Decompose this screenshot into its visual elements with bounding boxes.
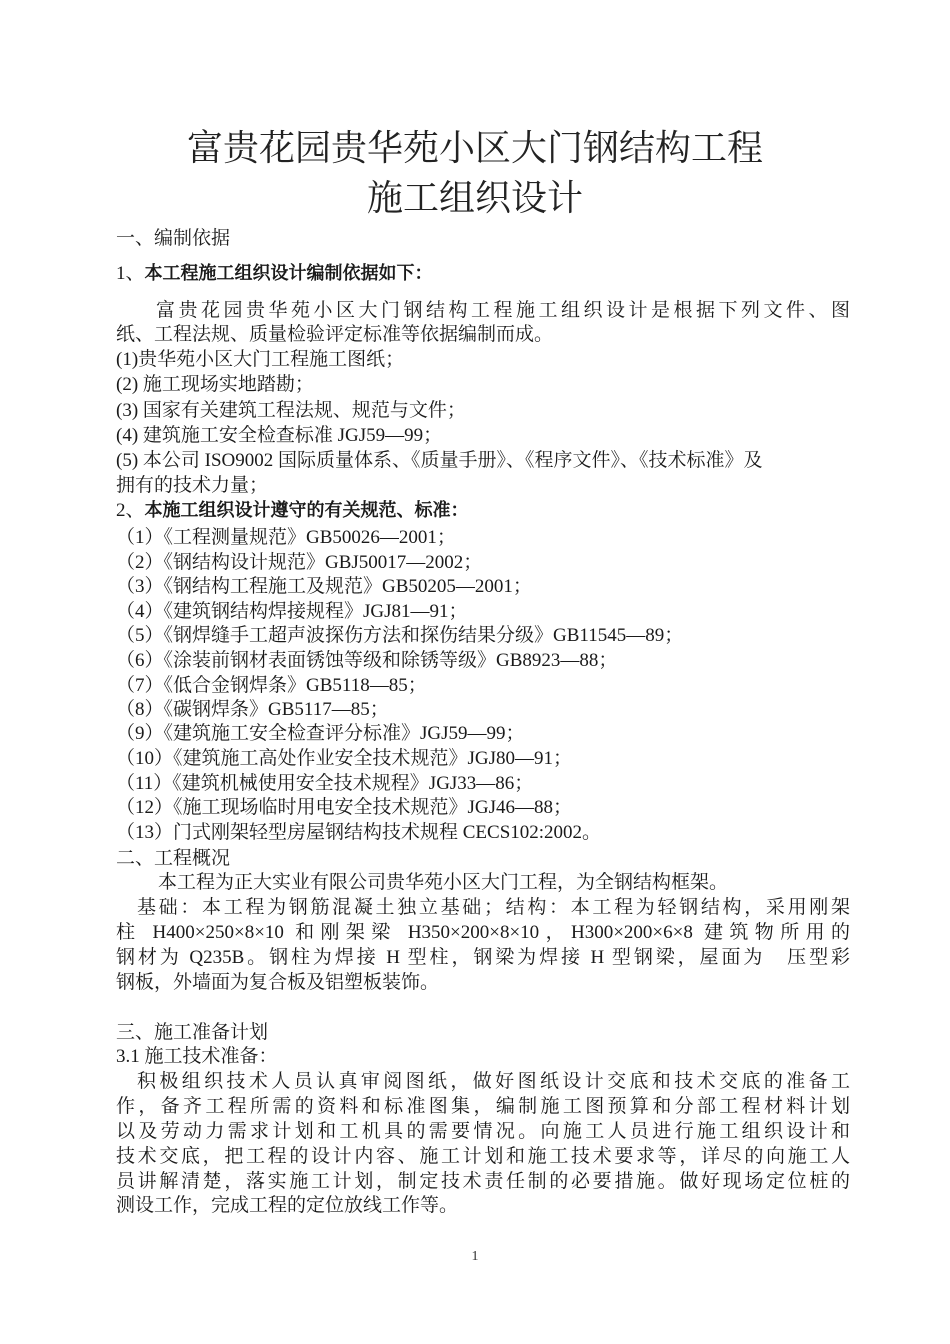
paragraph-line: 富贵花园贵华苑小区大门钢结构工程施工组织设计是根据下列文件、图	[156, 300, 850, 321]
subsection-title: 本施工组织设计遵守的有关规范、标准：	[144, 500, 469, 521]
paragraph-line: 员讲解清楚，落实施工计划，制定技术责任制的必要措施。做好现场定位桩的	[116, 1171, 850, 1192]
paragraph-line: 测设工作，完成工程的定位放线工作等。	[116, 1195, 459, 1216]
document-title-line2: 施工组织设计	[366, 178, 583, 219]
paragraph-line: 本工程为正大实业有限公司贵华苑小区大门工程，为全钢结构框架。	[158, 872, 729, 893]
paragraph-line: 积极组织技术人员认真审阅图纸，做好图纸设计交底和技术交底的准备工	[137, 1071, 850, 1092]
subsection-heading-basis	[116, 262, 856, 286]
standard-item: （5）《钢焊缝手工超声波探伤方法和探伤结果分级》GB11545—89；	[116, 625, 684, 646]
section-heading-overview: 二、工程概况	[116, 847, 231, 869]
paragraph-line: 钢板，外墙面为复合板及铝塑板装饰。	[116, 972, 440, 993]
paragraph-line: 钢材为 Q235B。钢柱为焊接 H 型柱，钢梁为焊接 H 型钢梁，屋面为 压型彩	[116, 947, 850, 968]
basis-item: (1)贵华苑小区大门工程施工图纸；	[116, 349, 405, 370]
document-title-line1: 富贵花园贵华苑小区大门钢结构工程	[186, 128, 763, 169]
paragraph-line: 基础：本工程为钢筋混凝土独立基础；结构：本工程为轻钢结构，采用刚架	[137, 897, 850, 918]
section-heading-basis: 一、编制依据	[116, 227, 231, 249]
standard-item: （8）《碳钢焊条》GB5117—85；	[116, 699, 389, 720]
paragraph-line: 技术交底，把工程的设计内容、施工计划和施工技术要求等，详尽的向施工人	[116, 1146, 850, 1167]
standard-item: （2）《钢结构设计规范》GBJ50017—2002；	[116, 552, 483, 573]
standard-item: （10）《建筑施工高处作业安全技术规范》JGJ80—91；	[116, 748, 573, 769]
subsection-heading-technical: 3.1 施工技术准备：	[116, 1046, 278, 1067]
subsection-number: 1、	[116, 263, 145, 284]
page-number: 1	[471, 1249, 479, 1264]
paragraph-line: 纸、工程法规、质量检验评定标准等依据编制而成。	[116, 324, 554, 345]
subsection-title: 本工程施工组织设计编制依据如下：	[144, 263, 433, 284]
basis-item: (3) 国家有关建筑工程法规、规范与文件；	[116, 400, 466, 421]
subsection-number: 2、	[116, 500, 145, 521]
basis-item: (2) 施工现场实地踏勘；	[116, 374, 314, 395]
standard-item: （13）门式刚架轻型房屋钢结构技术规程 CECS102:2002。	[116, 822, 602, 843]
standard-item: （11）《建筑机械使用安全技术规程》JGJ33—86；	[116, 773, 534, 794]
standard-item: （7）《低合金钢焊条》GB5118—85；	[116, 675, 427, 696]
standard-item: （12）《施工现场临时用电安全技术规范》JGJ46—88；	[116, 797, 573, 818]
standard-item: （9）《建筑施工安全检查评分标准》JGJ59—99；	[116, 723, 525, 744]
standard-item: （3）《钢结构工程施工及规范》GB50205—2001；	[116, 576, 532, 597]
standard-item: （6）《涂装前钢材表面锈蚀等级和除锈等级》GB8923—88；	[116, 650, 618, 671]
standard-item: （1）《工程测量规范》GB50026—2001；	[116, 527, 456, 548]
subsection-heading-standards	[116, 499, 856, 523]
basis-item: 拥有的技术力量；	[116, 475, 269, 496]
paragraph-line: 作，备齐工程所需的资料和标准图集，编制施工图预算和分部工程材料计划	[116, 1096, 850, 1117]
paragraph-line: 以及劳动力需求计划和工机具的需要情况。向施工人员进行施工组织设计和	[116, 1121, 850, 1142]
standard-item: （4）《建筑钢结构焊接规程》JGJ81—91；	[116, 601, 468, 622]
section-heading-preparation: 三、施工准备计划	[116, 1021, 269, 1043]
basis-item: (4) 建筑施工安全检查标准 JGJ59—99；	[116, 425, 443, 446]
paragraph-line: 柱 H400×250×8×10 和刚架梁 H350×200×8×10，H300×200×6×8 建筑物所用的	[116, 922, 850, 943]
basis-item: (5) 本公司 ISO9002 国际质量体系、《质量手册》、《程序文件》、《技术标准》及	[116, 450, 763, 471]
